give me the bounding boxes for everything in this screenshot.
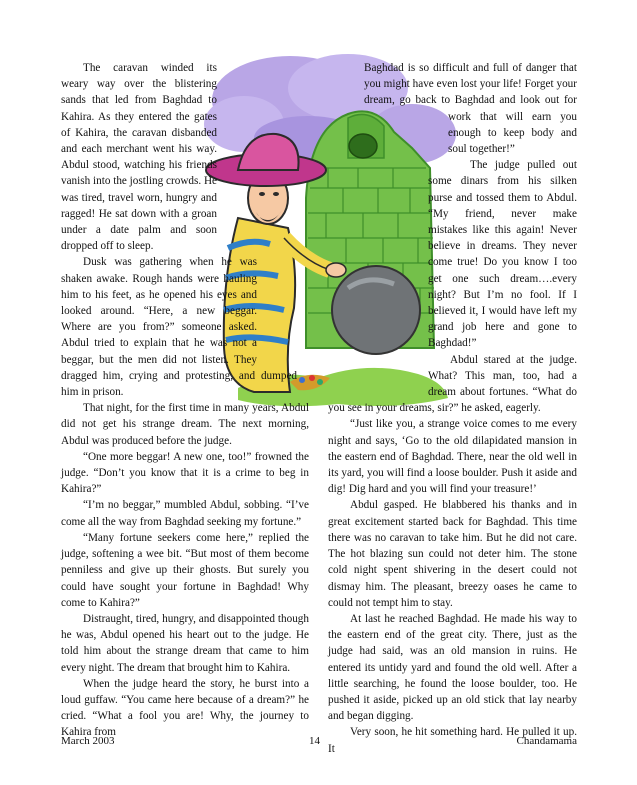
story-column-right bbox=[328, 60, 577, 757]
page-number: 14 bbox=[309, 735, 320, 747]
paragraph: The caravan winded its weary way over the blistering sands that led from Baghdad to Kahira. As they entered the gates of Kahira, the caravan disbanded and each merchant went his way. Abdul stood, watching his friends vanish into the jostling crowds. He was tired, travel worn, hungry and ragged! He sat down with a groan under a date palm and soon dropped off to sleep. bbox=[61, 62, 217, 253]
paragraph: Dusk was gathering when he was shaken awake. Rough hands were hauling him to his feet, as he opened his eyes and looked around. “Here, a new beggar. Where are you from?” someone asked. Abdul tried to explain that he was not a beggar, but the men did not listen. They dragged him, crying and protesting, and dumped him in prison. bbox=[61, 256, 297, 399]
paragraph: “Just like you, a strange voice comes to me every night and says, ‘Go to the old dilapidated mansion in the eastern end of Baghdad. There, near the old well in its yard, you will find a loose boulder. Push it aside and dig! Dig hard and you will find your treasure!’ bbox=[328, 418, 577, 496]
paragraph: “One more beggar! A new one, too!” frowned the judge. “Don’t you know that it is a crime to beg in Kahira?” bbox=[61, 450, 309, 496]
paragraph: “I’m no beggar,” mumbled Abdul, sobbing. “I’ve come all the way from Baghdad seeking my fortune.” bbox=[61, 499, 309, 528]
paragraph: Distraught, tired, hungry, and disappointed though he was, Abdul opened his heart out to the judge. He told him about the strange dream that came to him every night. The dream that brought him to Kahira. bbox=[61, 612, 309, 674]
footer-date: March 2003 bbox=[61, 735, 115, 747]
story-column-left bbox=[61, 60, 309, 741]
paragraph: That night, for the first time in many years, Abdul did not get his strange dream. The next morning, Abdul was produced before the judge. bbox=[61, 402, 309, 447]
paragraph: “Many fortune seekers come here,” replied the judge, softening a wee bit. “But most of them become penniless and give up their ghosts. But surely you could have sought your fortune in Baghdad! Why come to Kahira?” bbox=[61, 531, 309, 609]
paragraph: When the judge heard the story, he burst into a loud guffaw. “You came here because of a dream?” he cried. “What a fool you are! Why, the journey to Kahira from bbox=[61, 677, 309, 739]
paragraph: Very soon, he hit something hard. He pulled it up. It bbox=[328, 726, 577, 755]
paragraph: The judge pulled out some dinars from his silken purse and tossed them to Abdul. “My friend, never make mistakes like this again! Never believe in dreams. They never come true! Do you know I too get one such dream….every night? But I’m no fool. If I believed it, I would have left my grand job here and gone to Baghdad!” bbox=[428, 159, 577, 350]
magazine-name: Chandamama bbox=[516, 735, 577, 747]
paragraph: Baghdad is so difficult and full of danger that you might have even lost your life! Forget your dream, go back to Baghdad and look out for work that will earn you enough to keep body and soul together!” bbox=[364, 62, 577, 156]
paragraph: Abdul stared at the judge. What? This man, too, had a dream about fortunes. “What do you see in your dreams, sir?” he asked, eagerly. bbox=[328, 353, 577, 415]
paragraph: At last he reached Baghdad. He made his way to the eastern end of the great city. There, just as the judge had said, was an old mansion in ruins. He entered its untidy yard and found the old well. After a little searching, he found the loose boulder, too. He pushed it aside, picked up an old stick that lay nearby and began digging. bbox=[328, 612, 577, 723]
paragraph: Abdul gasped. He blabbered his thanks and in great excitement started back for Baghdad. This time there was no caravan to take him. But he did not care. The hot blazing sun could not deter him. The stone cold night spent shivering in the desert could not dismay him. The pleasant, breezy oases he came to could not tempt him to stay. bbox=[328, 499, 577, 609]
